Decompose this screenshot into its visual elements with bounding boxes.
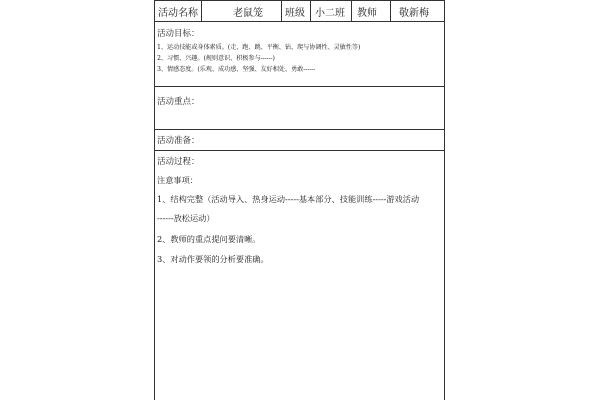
process-title: 活动过程： [157,157,200,167]
header-cell-divider [351,0,352,21]
header-row-divider [154,21,445,22]
goal-item: 2、习惯、兴趣。(规则意识、积极参与------) [157,55,275,62]
note-item: 2、教师的重点提问要清晰。 [157,234,261,244]
table-border-top [154,0,445,1]
goal-item: 1、运动技能或身体素质。(走、跑、跳、平衡、钻、爬与协调性、灵敏性等) [157,44,361,51]
header-cell-divider [281,0,282,21]
activity-name-value: 老鼠笼 [233,8,263,19]
goal-item: 3、情感态度。(乐观、成功感、坚强、友好相处、勇敢------ [157,66,316,73]
teacher-label: 教师 [357,8,377,19]
prep-title: 活动准备： [157,136,200,146]
note-item: 1、结构完整（活动导入、热身运动-----基本部分、技能训练-----游戏活动 [157,194,420,204]
goals-section-divider [154,86,445,87]
focus-title: 活动重点： [157,97,200,107]
header-cell-divider [310,0,311,21]
note-item: 3、对动作要领的分析要准确。 [157,254,269,264]
prep-section-divider [154,150,445,151]
table-border-left [154,0,155,400]
header-cell-divider [201,0,202,21]
header-cell-divider [390,0,391,21]
focus-section-divider [154,129,445,130]
teacher-value: 敬新梅 [399,8,429,19]
activity-name-label: 活动名称 [158,8,198,19]
activity-plan-form [154,0,445,400]
class-value: 小二班 [315,8,345,19]
notes-title: 注意事项： [157,175,198,185]
class-label: 班级 [285,8,305,19]
goals-title: 活动目标： [157,29,200,39]
note-item: ------放松运动） [157,213,215,223]
table-border-right [444,0,445,400]
